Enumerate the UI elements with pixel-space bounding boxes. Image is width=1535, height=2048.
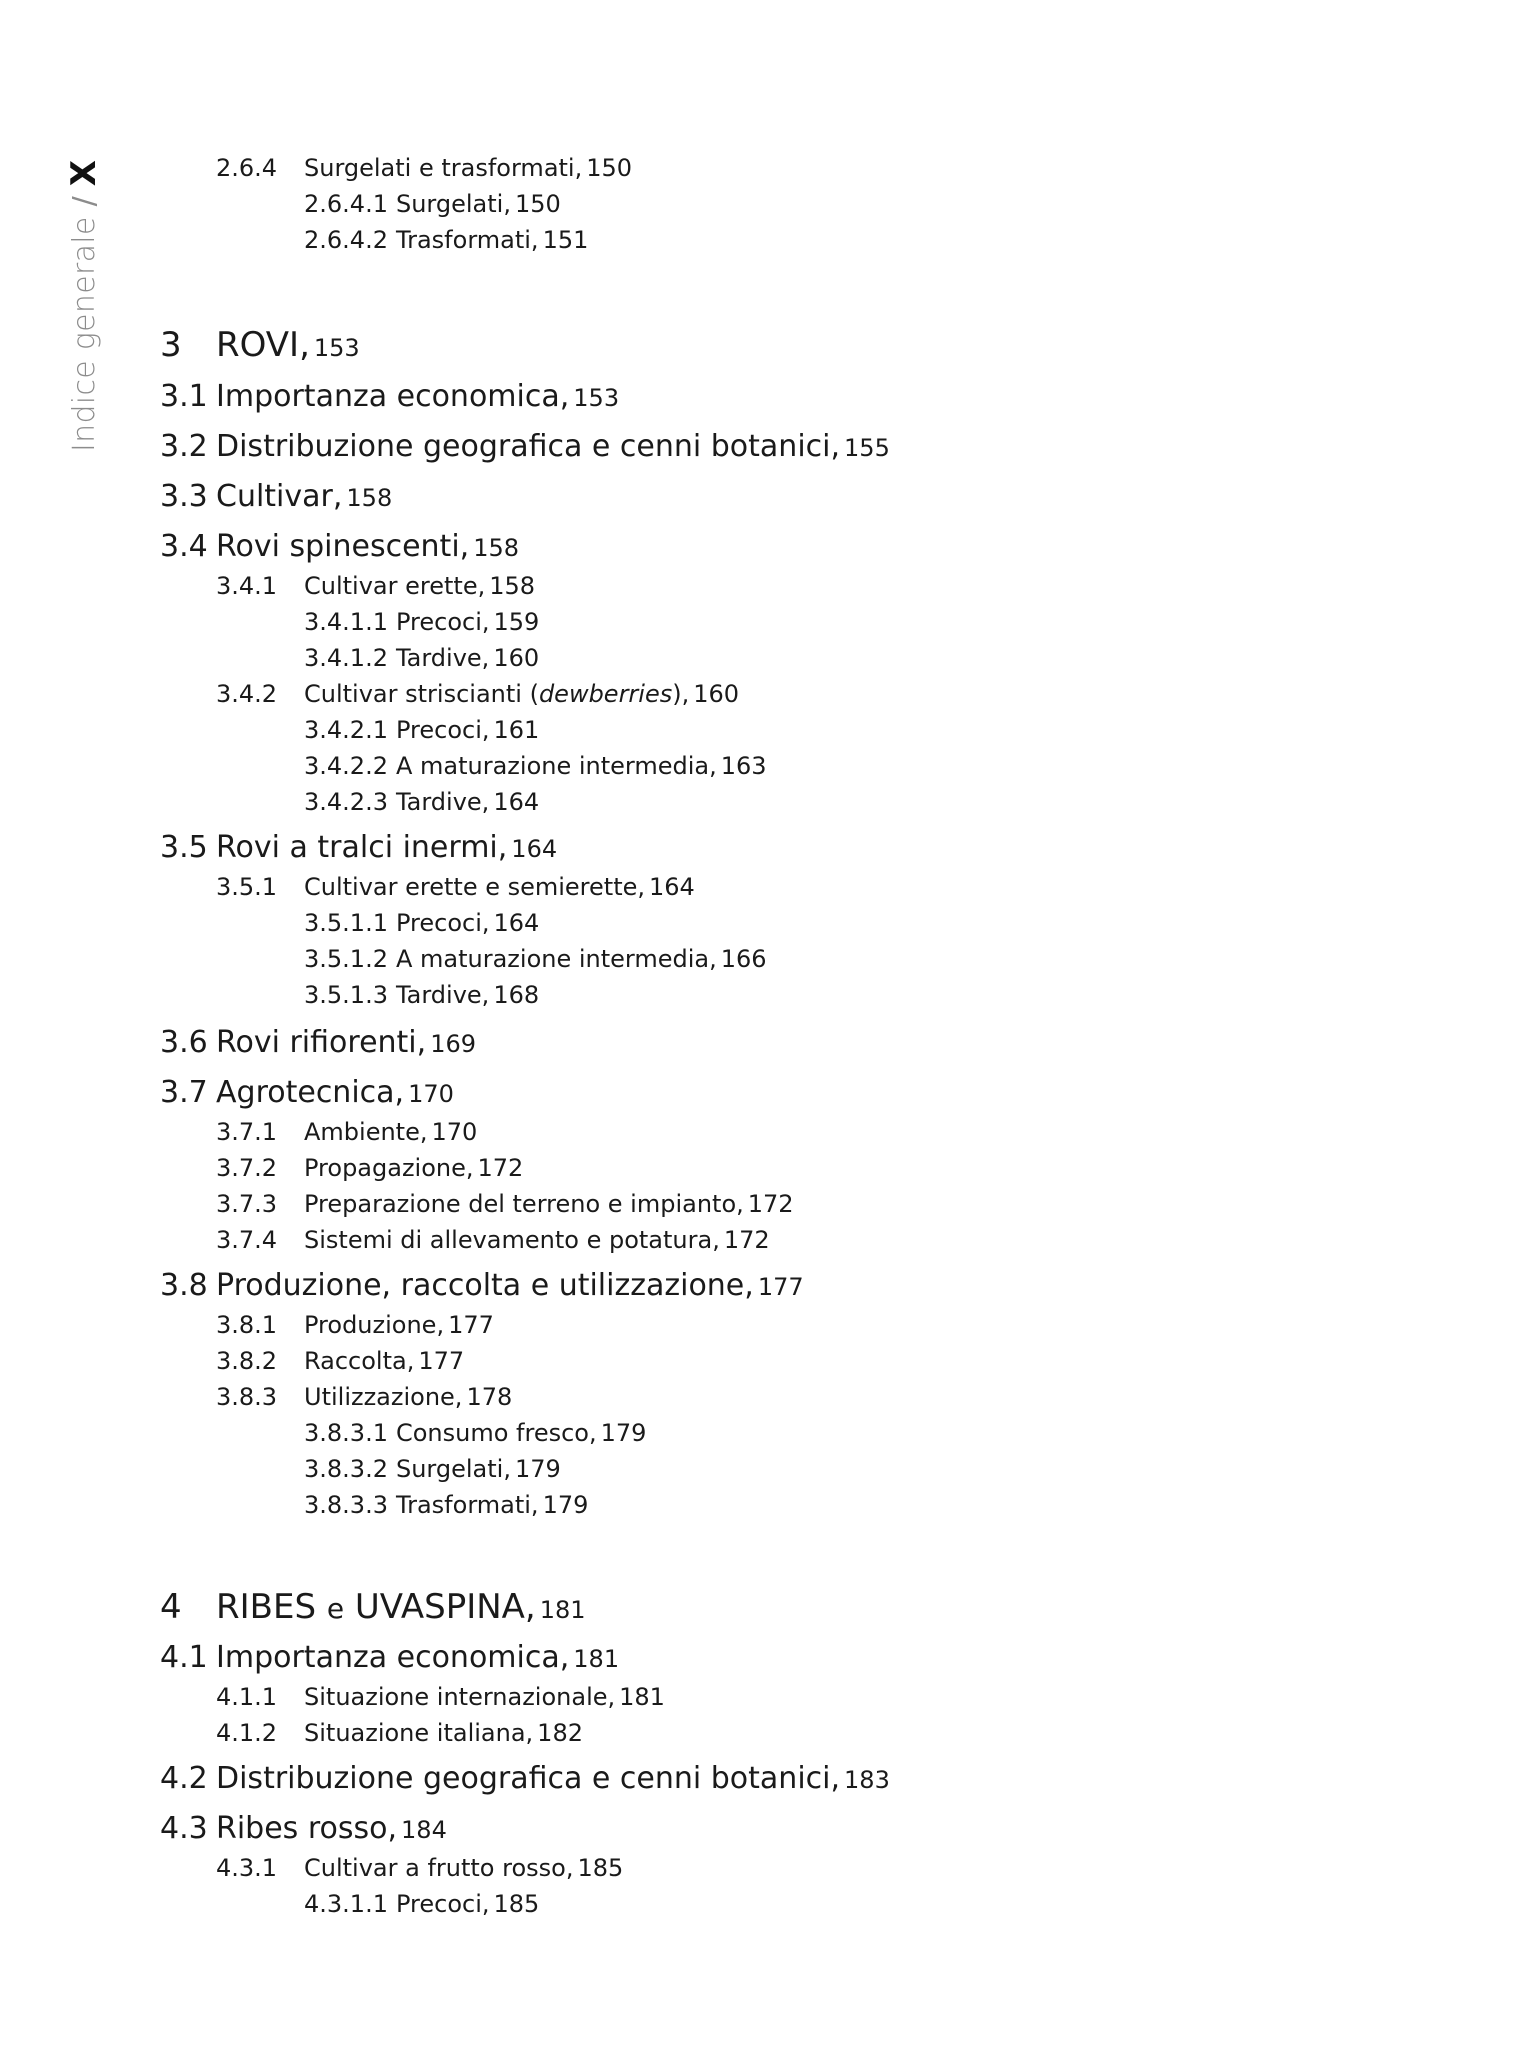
toc-chapter-3 [160, 325, 360, 365]
toc-entry-4-1-1 [216, 1685, 665, 1709]
entry-title: Precoci, [395, 909, 490, 937]
entry-number: 3.4.1.1 [304, 608, 388, 636]
entry-title: Cultivar erette, [304, 572, 486, 600]
toc-section-4-2 [160, 1761, 890, 1796]
entry-number: 3.8.3.3 [304, 1491, 388, 1519]
entry-number: 3.7 [160, 1075, 208, 1110]
entry-page: 181 [619, 1683, 665, 1711]
entry-page: 163 [720, 752, 767, 780]
entry-page: 172 [723, 1226, 770, 1254]
entry-page: 179 [514, 1455, 561, 1483]
entry-title [304, 682, 689, 706]
toc-entry-3-8-3-3 [304, 1493, 588, 1517]
entry-title: Ambiente, [304, 1118, 428, 1146]
toc-entry-4-3-1-1 [304, 1892, 539, 1916]
toc-entry-3-5-1-2 [304, 947, 767, 971]
entry-number: 3.8.3.1 [304, 1419, 388, 1447]
entry-number: 4.1 [160, 1640, 208, 1675]
toc-section-3-6 [160, 1025, 476, 1060]
entry-page: 181 [573, 1645, 620, 1673]
entry-title: ROVI, [216, 325, 310, 365]
entry-number: 3.8.1 [216, 1311, 278, 1339]
entry-number: 3.5.1 [216, 873, 278, 901]
entry-page: 153 [573, 384, 620, 412]
toc-entry-3-7-4 [216, 1228, 770, 1252]
entry-page: 160 [493, 644, 540, 672]
toc-section-3-2 [160, 429, 890, 464]
entry-page: 164 [649, 873, 695, 901]
toc-entry-3-4-2-2 [304, 754, 767, 778]
toc-section-4-1 [160, 1640, 620, 1675]
toc-entry-4-3-1 [216, 1856, 623, 1880]
page-number: X [64, 160, 104, 187]
entry-page: 150 [586, 154, 633, 182]
entry-title: Produzione, [304, 1311, 445, 1339]
entry-number: 3.5.1.3 [304, 981, 388, 1009]
entry-title: Distribuzione geografica e cenni botanici, [216, 1761, 841, 1796]
toc-entry-2-6-4 [216, 156, 632, 180]
entry-title: Sistemi di allevamento e potatura, [304, 1226, 720, 1254]
entry-number: 3.8.2 [216, 1347, 278, 1375]
toc-entry-3-8-3 [216, 1385, 512, 1409]
entry-title: Rovi a tralci inermi, [216, 830, 508, 865]
entry-page: 172 [477, 1154, 524, 1182]
entry-page: 179 [542, 1491, 589, 1519]
toc-section-4-3 [160, 1811, 447, 1846]
entry-number: 3.4.2 [216, 680, 278, 708]
entry-page: 158 [489, 572, 536, 600]
running-header-title: Indice generale [66, 216, 102, 452]
toc-entry-3-4-2-1 [304, 718, 539, 742]
entry-page: 177 [418, 1347, 465, 1375]
entry-title: Surgelati, [395, 1455, 511, 1483]
entry-title-text: RIBES [216, 1587, 327, 1627]
entry-page: 151 [542, 226, 589, 254]
entry-number: 3.4.2.3 [304, 788, 388, 816]
entry-page: 185 [493, 1890, 540, 1918]
entry-title: Situazione italiana, [304, 1719, 534, 1747]
entry-page: 158 [473, 534, 519, 562]
entry-number: 3.4.1 [216, 572, 278, 600]
entry-title: Trasformati, [395, 1491, 539, 1519]
toc-entry-3-8-3-1 [304, 1421, 646, 1445]
entry-title: Ribes rosso, [216, 1811, 398, 1846]
toc-entry-3-4-2 [216, 682, 739, 706]
entry-page: 159 [493, 608, 540, 636]
toc-entry-3-5-1-3 [304, 983, 539, 1007]
entry-page: 183 [844, 1766, 890, 1794]
toc-chapter-4 [160, 1587, 586, 1627]
entry-number: 3.4.2.1 [304, 716, 388, 744]
entry-number: 4.3.1.1 [304, 1890, 388, 1918]
entry-title: Preparazione del terreno e impianto, [304, 1190, 744, 1218]
entry-number: 4.1.2 [216, 1719, 278, 1747]
entry-page: 164 [493, 909, 540, 937]
entry-page: 178 [466, 1383, 513, 1411]
toc-section-3-8 [160, 1268, 804, 1303]
entry-title: Tardive, [395, 644, 490, 672]
toc-entry-3-4-1 [216, 574, 535, 598]
entry-number: 4.2 [160, 1761, 208, 1796]
entry-page: 168 [493, 981, 540, 1009]
entry-title: Consumo fresco, [395, 1419, 597, 1447]
toc-section-3-4 [160, 529, 519, 564]
toc-entry-3-8-2 [216, 1349, 464, 1373]
entry-number: 4.1.1 [216, 1683, 278, 1711]
entry-number: 3.5.1.1 [304, 909, 388, 937]
toc-entry-3-5-1 [216, 875, 695, 899]
entry-page: 161 [493, 716, 540, 744]
toc-entry-3-8-1 [216, 1313, 494, 1337]
entry-title: Produzione, raccolta e utilizzazione, [216, 1268, 754, 1303]
entry-title: Situazione internazionale, [304, 1683, 616, 1711]
entry-number: 3.5.1.2 [304, 945, 388, 973]
entry-title-conjunction: e [326, 1592, 345, 1625]
entry-page: 166 [720, 945, 767, 973]
entry-title [216, 1587, 536, 1627]
toc-entry-3-4-1-2 [304, 646, 539, 670]
entry-number: 2.6.4.1 [304, 190, 388, 218]
entry-page: 177 [448, 1311, 494, 1339]
entry-number: 4.3.1 [216, 1854, 278, 1882]
entry-title: Propagazione, [304, 1154, 474, 1182]
entry-title: Tardive, [395, 981, 490, 1009]
toc-entry-3-5-1-1 [304, 911, 539, 935]
toc-section-3-1 [160, 379, 620, 414]
entry-number: 3.2 [160, 429, 208, 464]
toc-entry-3-4-1-1 [304, 610, 539, 634]
entry-number: 4 [160, 1587, 182, 1627]
entry-number: 3.7.2 [216, 1154, 278, 1182]
entry-number: 3.1 [160, 379, 208, 414]
entry-page: 184 [401, 1816, 447, 1844]
entry-title: Rovi rifiorenti, [216, 1025, 427, 1060]
entry-number: 3.7.1 [216, 1118, 278, 1146]
entry-title: Rovi spinescenti, [216, 529, 470, 564]
entry-title: Importanza economica, [216, 379, 570, 414]
entry-number: 3.8.3 [216, 1383, 278, 1411]
entry-number: 3 [160, 325, 182, 365]
entry-title-text: Cultivar striscianti ( [304, 680, 539, 708]
entry-number: 2.6.4 [216, 154, 278, 182]
entry-page: 153 [313, 334, 360, 362]
entry-title: Tardive, [395, 788, 490, 816]
entry-number: 3.8 [160, 1268, 208, 1303]
entry-title: Utilizzazione, [304, 1383, 463, 1411]
entry-page: 155 [844, 434, 890, 462]
entry-title: Importanza economica, [216, 1640, 570, 1675]
entry-page: 185 [577, 1854, 624, 1882]
entry-page: 160 [693, 680, 740, 708]
entry-title: Cultivar erette e semierette, [304, 873, 646, 901]
entry-title: Cultivar a frutto rosso, [304, 1854, 574, 1882]
toc-entry-2-6-4-2 [304, 228, 588, 252]
entry-page: 182 [537, 1719, 583, 1747]
entry-page: 150 [514, 190, 561, 218]
toc-entry-2-6-4-1 [304, 192, 561, 216]
entry-title: Cultivar, [216, 479, 343, 514]
entry-title: Precoci, [395, 608, 490, 636]
entry-number: 3.7.3 [216, 1190, 278, 1218]
entry-page: 170 [431, 1118, 478, 1146]
entry-page: 172 [747, 1190, 794, 1218]
toc-entry-3-4-2-3 [304, 790, 539, 814]
toc-entry-3-7-1 [216, 1120, 477, 1144]
entry-page: 170 [408, 1080, 454, 1108]
entry-page: 158 [346, 484, 393, 512]
entry-page: 164 [493, 788, 540, 816]
toc-entry-3-8-3-2 [304, 1457, 561, 1481]
entry-page: 179 [600, 1419, 647, 1447]
entry-title-text: ), [672, 680, 690, 708]
entry-title: Surgelati e trasformati, [304, 154, 583, 182]
entry-number: 4.3 [160, 1811, 208, 1846]
entry-title: Precoci, [395, 1890, 490, 1918]
entry-number: 3.8.3.2 [304, 1455, 388, 1483]
entry-number: 3.3 [160, 479, 208, 514]
entry-number: 3.7.4 [216, 1226, 278, 1254]
entry-title: A maturazione intermedia, [395, 752, 717, 780]
toc-entry-4-1-2 [216, 1721, 583, 1745]
entry-title: Trasformati, [395, 226, 539, 254]
entry-title: A maturazione intermedia, [395, 945, 717, 973]
running-header-separator: / [66, 196, 102, 207]
toc-section-3-7 [160, 1075, 454, 1110]
toc-section-3-3 [160, 479, 393, 514]
entry-title: Agrotecnica, [216, 1075, 405, 1110]
entry-title-italic: dewberries [538, 680, 673, 708]
entry-number: 3.6 [160, 1025, 208, 1060]
toc-section-3-5 [160, 830, 558, 865]
toc-entry-3-7-3 [216, 1192, 794, 1216]
entry-page: 164 [511, 835, 558, 863]
entry-number: 3.4.2.2 [304, 752, 388, 780]
entry-page: 177 [757, 1273, 804, 1301]
entry-title-text: UVASPINA, [344, 1587, 536, 1627]
entry-number: 2.6.4.2 [304, 226, 388, 254]
toc-entry-3-7-2 [216, 1156, 523, 1180]
entry-title: Distribuzione geografica e cenni botanici, [216, 429, 841, 464]
entry-title: Surgelati, [395, 190, 511, 218]
entry-number: 3.4.1.2 [304, 644, 388, 672]
entry-page: 169 [430, 1030, 476, 1058]
entry-title: Raccolta, [304, 1347, 415, 1375]
entry-number: 3.5 [160, 830, 208, 865]
entry-number: 3.4 [160, 529, 208, 564]
entry-title: Precoci, [395, 716, 490, 744]
entry-page: 181 [539, 1596, 586, 1624]
